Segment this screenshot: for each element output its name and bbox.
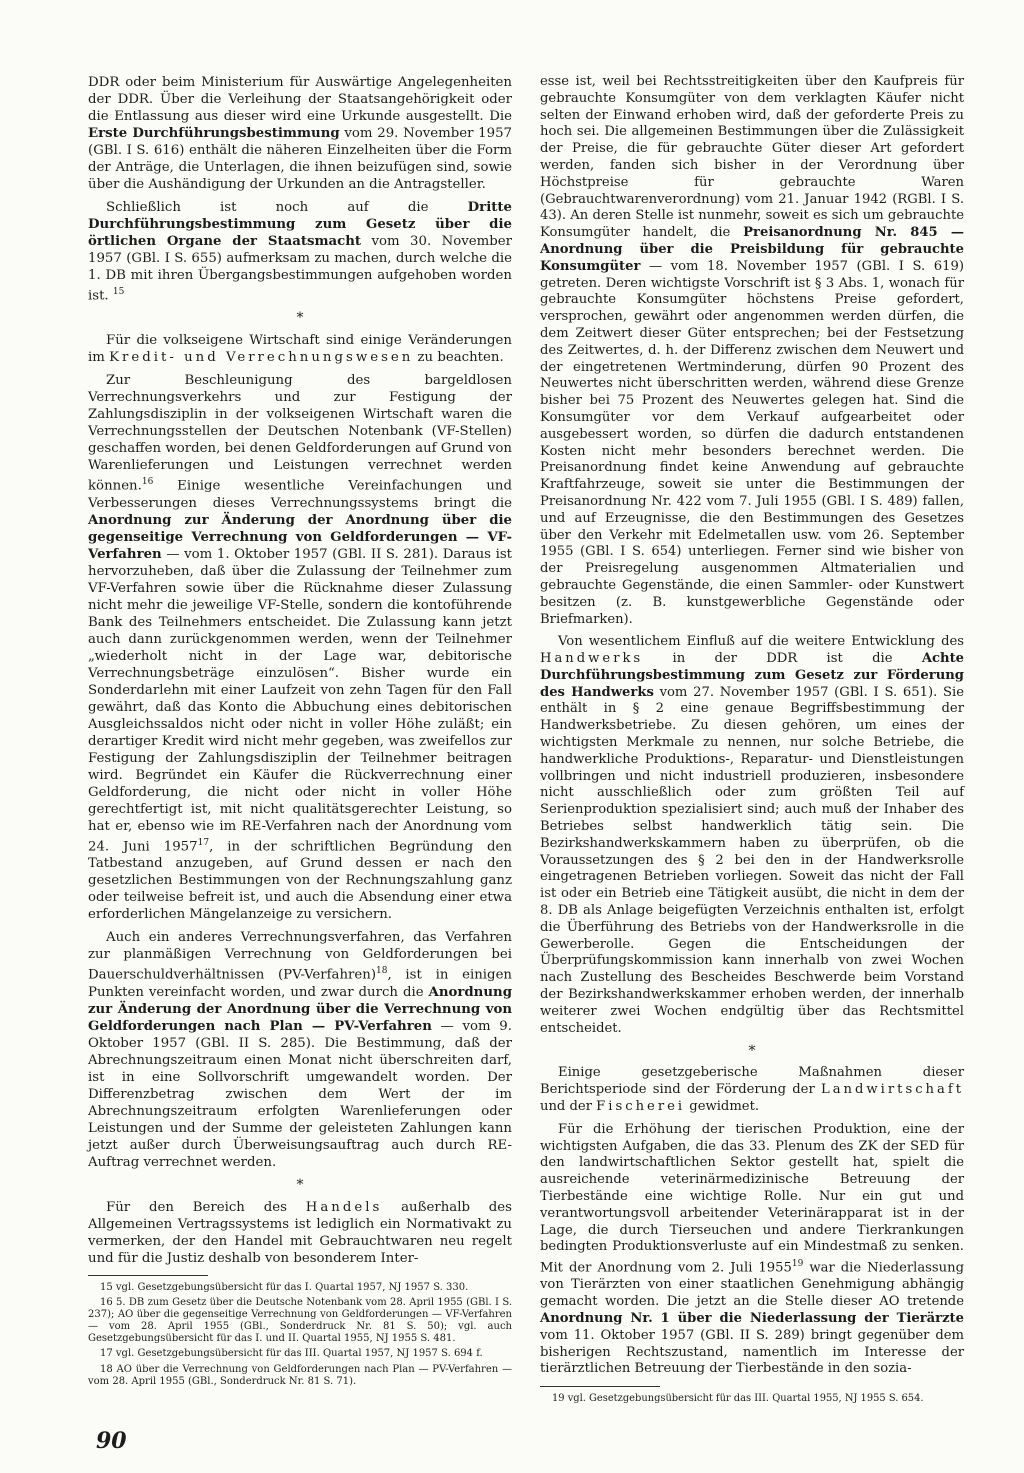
section-separator: * <box>748 1043 756 1060</box>
footnote-rule <box>88 1275 208 1276</box>
left-footnotes <box>88 1282 512 1388</box>
section-separator: * <box>296 1176 304 1193</box>
right-column <box>540 74 964 1408</box>
footnote-rule <box>540 1386 660 1387</box>
paragraph: Für den Bereich des Handels außerhalb des Allgemeinen Vertragssystems ist lediglich ein Normativakt zu vermerken, der den Handel mit Gebrauchtwaren neu regelt und für die Justiz deshalb von besonderem Inter- <box>88 1199 512 1266</box>
footnote: 16 5. DB zum Gesetz über die Deutsche Notenbank vom 28. April 1955 (GBl. I S. 237); AO über die gegenseitige Verrechnung von Geldforderungen — VF-Verfahren — vom 28. April 1955 (GBl., Sonderdruck Nr. 81 S. 50); vgl. auch Gesetzgebungsübersicht für das I. und II. Quartal 1955, NJ 1955 S. 481. <box>88 1296 512 1345</box>
paragraph: Schließlich ist noch auf die Dritte Durchführungsbestimmung zum Gesetz über die örtlichen Organe der Staatsmacht vom 30. November 1957 (GBl. I S. 655) aufmerksam zu machen, durch welche die 1. DB mit ihren Übergangsbestimmungen aufgehoben worden ist. $^{15}$ <box>88 200 512 304</box>
paragraph: Für die Erhöhung der tierischen Produktion, eine der wichtigsten Aufgaben, die das 33. Plenum des ZK der SED für den landwirtschaftlichen Sektor gestellt hat, spielt die ausreichende veterinärmedizinische Betreuung der Tierbestände eine wichtige Rolle. Nur ein gut und verantwortungsvoll arbeitender Veterinärapparat ist in der Lage, die durch Tierseuchen und andere Tierkrankungen bedingten Produktionsverluste auf ein Mindestmaß zu senken. Mit der Anordnung vom 2. Juli 1955$^{19}$ war die Niederlassung von Tierärzten von einer staatlichen Genehmigung abhängig gemacht worden. Die jetzt an die Stelle dieser AO tretende Anordnung Nr. 1 über die Niederlassung der Tierärzte vom 11. Oktober 1957 (GBl. II S. 289) bringt gegenüber dem bisherigen Rechtszustand, namentlich im Interesse der tierärztlichen Betreuung der Tierbestände in den sozia- <box>540 1121 964 1377</box>
left-column <box>88 74 512 1391</box>
page-number: 90 <box>96 1428 127 1454</box>
paragraph: esse ist, weil bei Rechtsstreitigkeiten über den Kaufpreis für gebrauchte Konsumgüter von dem verklagten Käufer nicht selten der Einwand erhoben wird, daß der geforderte Preis zu hoch sei. Die allgemeinen Bestimmungen über die Zulässigkeit der Preise, die für gebrauchte Güter dieser Art gefordert werden, fanden sich bisher in der Verordnung über Höchstpreise für gebrauchte Waren (Gebrauchtwarenverordnung) vom 21. Januar 1942 (RGBl. I S. 43). An deren Stelle ist nunmehr, soweit es sich um gebrauchte Konsumgüter handelt, die Preisanordnung Nr. 845 — Anordnung über die Preisbildung für gebrauchte Konsumgüter — vom 18. November 1957 (GBl. I S. 619) getreten. Deren wichtigste Vorschrift ist § 3 Abs. 1, wonach für gebrauchte Konsumgüter höchstens Preise gefordert, versprochen, gewährt oder angenommen werden dürfen, die dem Zeitwert dieser Güter entsprechen; bei der Festsetzung des Zeitwertes, d. h. der Differenz zwischen dem Neuwert und der eingetretenen Wertminderung, dürfen 90 Prozent des Neuwertes nicht überschritten werden, während diese Grenze bisher bei 75 Prozent des Neuwertes gelegen hat. Sind die Konsumgüter vor dem Verkauf aufgearbeitet oder ausgebessert worden, so dürfen die dadurch entstandenen Kosten nicht mehr besonders berechnet werden. Die Preisanordnung findet keine Anwendung auf gebrauchte Kraftfahrzeuge, soweit sie unter die Bestimmungen der Preisanordnung Nr. 422 vom 7. Juli 1955 (GBl. I S. 489) fallen, und auf Erzeugnisse, die den Bestimmungen des Gesetzes über den Verkehr mit Edelmetallen usw. vom 26. September 1955 (GBl. I S. 654) unterliegen. Ferner sind wie bisher von der Preisregelung ausgenommen Altmaterialien und gebrauchte Gegenstände, die einen Sammler- oder Kunstwert besitzen (z. B. kunstgewerbliche Gegenstände oder Briefmarken). <box>540 74 964 627</box>
footnote: 17 vgl. Gesetzgebungsübersicht für das III. Quartal 1957, NJ 1957 S. 694 f. <box>100 1348 483 1360</box>
footnote: 15 vgl. Gesetzgebungsübersicht für das I. Quartal 1957, NJ 1957 S. 330. <box>100 1281 469 1293</box>
paragraph: Einige gesetzgeberische Maßnahmen dieser Berichtsperiode sind der Förderung der Landwirtschaft und der Fischerei gewidmet. <box>540 1065 964 1115</box>
right-footnotes <box>540 1393 964 1405</box>
right-main-text <box>540 74 964 1378</box>
footnote: 18 AO über die Verrechnung von Geldforderungen nach Plan — PV-Verfahren — vom 28. April 1955 (GBl., Sonderdruck Nr. 81 S. 71). <box>88 1363 512 1387</box>
section-separator: * <box>296 310 304 327</box>
footnote: 19 vgl. Gesetzgebungsübersicht für das III. Quartal 1955, NJ 1955 S. 654. <box>552 1393 924 1405</box>
paragraph: Zur Beschleunigung des bargeldlosen Verrechnungsverkehrs und zur Festigung der Zahlungsdisziplin in der volkseigenen Wirtschaft waren die Verrechnungsstellen der Deutschen Notenbank (VF-Stellen) geschaffen worden, bei denen Geldforderungen auf Grund von Warenlieferungen und Leistungen verrechnet werden können.$^{16}$ Einige wesentliche Vereinfachungen und Verbesserungen dieses Verrechnungssystems bringt die Anordnung zur Änderung der Anordnung über die gegenseitige Verrechnung von Geldforderungen — VF-Verfahren — vom 1. Oktober 1957 (GBl. II S. 281). Daraus ist hervorzuheben, daß über die Zulassung der Teilnehmer zum VF-Verfahren sowie über die Rücknahme dieser Zulassung nicht mehr die jeweilige VF-Stelle, sondern die kontoführende Bank des Teilnehmers entscheidet. Die Zulassung kann jetzt auch dann zurückgenommen werden, wenn der Teilnehmer „wiederholt nicht in der Lage war, debitorische Verrechnungsbeträge einzulösen“. Bisher wurde ein Sonderdarlehn mit einer Laufzeit von zehn Tagen für den Fall gewährt, daß das Konto die Abbuchung eines debitorischen Ausgleichssaldos nicht oder nicht in voller Höhe zuläßt; ein derartiger Kredit wird nicht mehr gegeben, was zweifellos zur Festigung der Zahlungsdisziplin der Teilnehmer beitragen wird. Begründet ein Käufer die Rückverrechnung einer Geldforderung, die nicht oder nicht in voller Höhe gerechtfertigt ist, mit nicht qualitätsgerechter Leistung, so hat er, ebenso wie im RE-Verfahren nach der Anordnung vom 24. Juni 1957$^{17}$, in der schriftlichen Begründung den Tatbestand anzugeben, auf Grund dessen er nach den gesetzlichen Bestimmungen von der Rechnungszahlung ganz oder teilweise befreit ist, und auch die Absendung einer etwa erforderlichen Mängelanzeige zu versichern. <box>88 373 512 923</box>
paragraph: Für die volkseigene Wirtschaft sind einige Veränderungen im Kredit- und Verrechnungswesen zu beachten. <box>88 333 512 366</box>
left-main-text <box>88 74 512 1267</box>
paragraph: Von wesentlichem Einfluß auf die weitere Entwicklung des Handwerks in der DDR ist die Achte Durchführungsbestimmung zum Gesetz zur Förderung des Handwerks vom 27. November 1957 (GBl. I S. 651). Sie enthält in § 2 eine genaue Begriffsbestimmung der Handwerksbetriebe. Zu diesen gehören, um eines der wichtigsten Merkmale zu nennen, nur solche Betriebe, die handwerkliche Produktions-, Reparatur- und Dienstleistungen vollbringen und nicht industriell produzieren, insbesondere nicht ausschließlich oder zum größten Teil auf Serienproduktion spezialisiert sind; auch muß der Inhaber des Betriebes selbst handwerklich tätig sein. Die Bezirkshandwerkskammern haben zu überprüfen, ob die Voraussetzungen des § 2 bei den in der Handwerksrolle eingetragenen Betrieben vorliegen. Soweit das nicht der Fall ist oder ein Betrieb eine Tätigkeit ausübt, die nicht in dem der 8. DB als Anlage beigefügten Verzeichnis enthalten ist, erfolgt die Überführung des Betriebs von der Handwerksrolle in die Gewerberolle. Gegen die Entscheidungen der Überprüfungskommission kann innerhalb von zwei Wochen nach Zustellung des Bescheides Beschwerde beim Vorstand der Bezirkshandwerkskammer erhoben werden, der innerhalb weiterer zwei Wochen endgültig über das Rechtsmittel entscheidet. <box>540 634 964 1036</box>
paragraph: DDR oder beim Ministerium für Auswärtige Angelegenheiten der DDR. Über die Verleihung der Staatsangehörigkeit oder die Entlassung aus dieser wird eine Urkunde ausgestellt. Die Erste Durchführungsbestimmung vom 29. November 1957 (GBl. I S. 616) enthält die näheren Einzelheiten über die Form der Anträge, die Unterlagen, die ihnen beizufügen sind, sowie über die Aushändigung der Urkunden an die Antragsteller. <box>88 75 513 192</box>
paragraph: Auch ein anderes Verrechnungsverfahren, das Verfahren zur planmäßigen Verrechnung von Geldforderungen bei Dauerschuldverhältnissen (PV-Verfahren)$^{18}$, ist in einigen Punkten vereinfacht worden, und zwar durch die Anordnung zur Änderung der Anordnung über die Verrechnung von Geldforderungen nach Plan — PV-Verfahren — vom 9. Oktober 1957 (GBl. II S. 285). Die Bestimmung, daß der Abrechnungszeitraum einen Monat nicht überschreiten darf, ist in eine Sollvorschrift umgewandelt worden. Der Differenzbetrag zwischen dem Wert der im Abrechnungszeitraum erfolgten Warenlieferungen oder Leistungen und der Summe der geleisteten Zahlungen kann jetzt außer durch Überweisungsauftrag auch durch RE-Auftrag verrechnet werden. <box>88 930 512 1170</box>
